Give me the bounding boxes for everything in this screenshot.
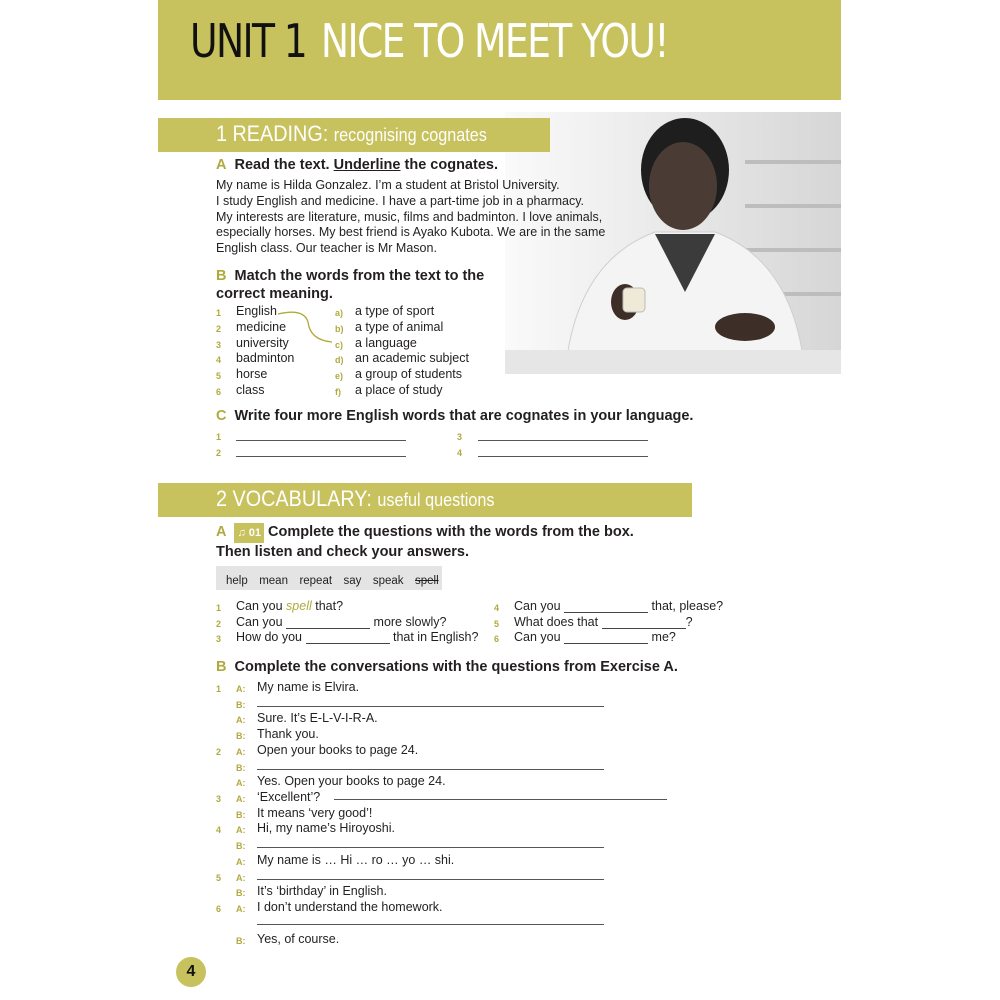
question-6: Can you me? <box>514 630 676 644</box>
section-2-header <box>158 483 692 517</box>
match-word: English <box>236 304 277 318</box>
example-match-line <box>276 306 336 346</box>
answer-line[interactable] <box>257 924 604 925</box>
answer-line[interactable] <box>236 456 406 457</box>
question-1: Can you spell that? <box>236 599 344 613</box>
audio-track-icon[interactable]: ♫ 01 <box>234 523 264 543</box>
match-meaning: a group of students <box>355 367 463 381</box>
match-meaning: a language <box>355 336 417 350</box>
question-3: How do you that in English? <box>236 630 479 644</box>
question-5: What does that ? <box>514 615 693 629</box>
question-4: Can you that, please? <box>514 599 724 613</box>
section-2-subtitle: useful questions <box>377 490 495 510</box>
section-2-title: 2 VOCABULARY: <box>216 486 372 511</box>
match-word: medicine <box>236 320 287 334</box>
section-1-subtitle: recognising cognates <box>333 125 487 145</box>
match-meaning: a place of study <box>355 383 443 397</box>
page-number: 4 <box>176 957 206 987</box>
unit-name: NICE TO MEET YOU! <box>320 14 668 68</box>
match-word: badminton <box>236 351 295 365</box>
match-meaning: a type of animal <box>355 320 444 334</box>
reading-text: My name is Hilda Gonzalez. I’m a student at Bristol University. I study English and medicine. I have a part-time job in a pharmacy. My interests are literature, music, films and badminton. I love animals, especially horses. My best friend is Ayako Kubota. We are in the same English class. Our teacher is Mr Mason. <box>216 178 606 256</box>
question-2: Can you more slowly? <box>236 615 447 629</box>
answer-line[interactable] <box>334 799 667 800</box>
answer-line[interactable] <box>257 847 604 848</box>
match-word: horse <box>236 367 268 381</box>
exercise-1c-heading: C Write four more English words that are cognates in your language. <box>216 408 694 424</box>
answer-line[interactable] <box>257 879 604 880</box>
unit-number: UNIT 1 <box>190 14 307 68</box>
match-word: university <box>236 336 289 350</box>
answer-line[interactable] <box>478 440 648 441</box>
word-box: help mean repeat say speak spell <box>216 566 442 590</box>
exercise-2a-heading: A ♫ 01 Complete the questions with the words from the box. Then listen and check your answers. <box>216 524 634 560</box>
section-1-title: 1 READING: <box>216 121 329 146</box>
exercise-1b-heading: B Match the words from the text to the correct meaning. <box>216 268 485 302</box>
answer-line[interactable] <box>236 440 406 441</box>
unit-title <box>190 14 668 68</box>
exercise-1a-heading: A Read the text. Underline the cognates. <box>216 157 498 173</box>
section-1-header <box>158 118 550 152</box>
match-meaning: an academic subject <box>355 351 469 365</box>
answer-line[interactable] <box>478 456 648 457</box>
answer-line[interactable] <box>257 769 604 770</box>
answer-line[interactable] <box>257 706 604 707</box>
exercise-2b-heading: B Complete the conversations with the questions from Exercise A. <box>216 659 678 675</box>
match-word: class <box>236 383 265 397</box>
match-meaning: a type of sport <box>355 304 435 318</box>
